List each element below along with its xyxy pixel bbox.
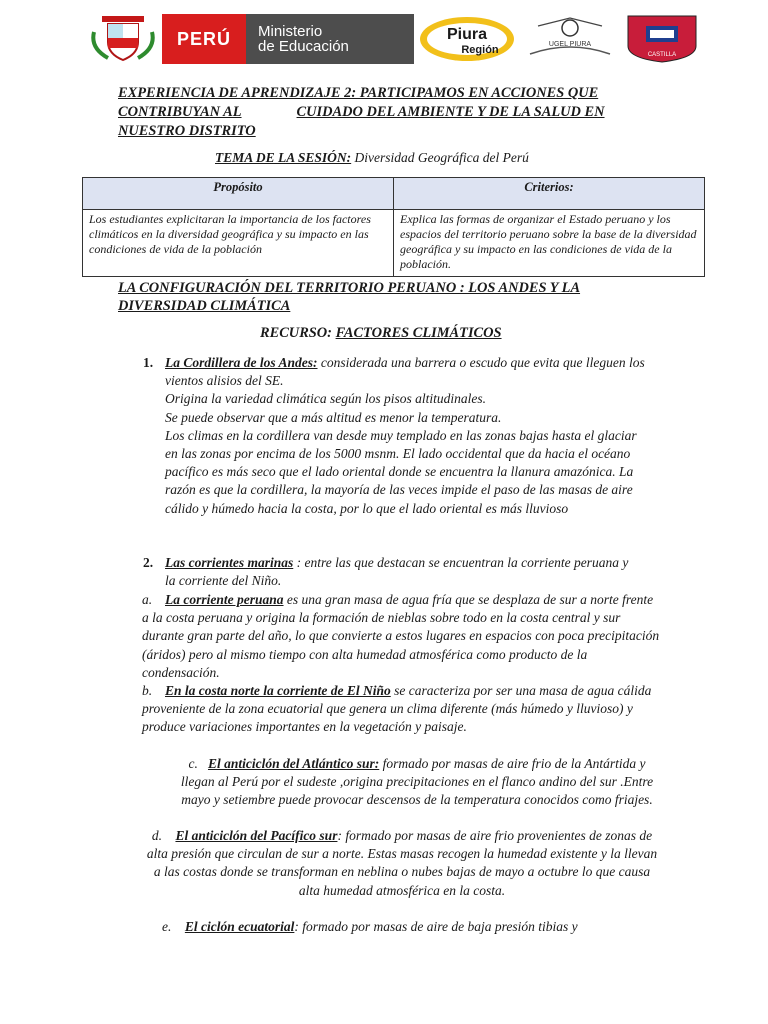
list-item-anticiclon-pacifico: d. El anticiclón del Pacífico sur: formado por masas de aire frio provenientes de zonas de alta presión que circulan de sur a norte. Estas masas recogen la humedad existente y la llevan a las costas donde se transforman en neblina o nubes bajas de mayo a octubre lo que causa alta humedad atmosférica en la costa. xyxy=(146,828,658,898)
criteria-cell: Explica las formas de organizar el Estado peruano y los espacios del territorio peruano sobre la base de la diversidad geográfica y su impacto en las condiciones de vida de la población. xyxy=(394,210,705,277)
experience-title xyxy=(118,84,658,141)
session-topic xyxy=(215,150,529,166)
list-marker: d. xyxy=(151,828,162,843)
resource-heading: RECURSO: FACTORES CLIMÁTICOS xyxy=(260,325,502,341)
header-logos xyxy=(88,14,700,64)
svg-text:CASTILLA: CASTILLA xyxy=(647,52,677,58)
peru-coat-of-arms-logo xyxy=(88,14,158,64)
svg-text:UGEL PIURA: UGEL PIURA xyxy=(548,41,592,48)
list-item-anticiclon-atlantico: c. El anticiclón del Atlántico sur: formado por masas de aire frio de la Antártida y llegan al Perú por el sudeste ,origina precipitaciones en el flanco andino del sur .Entre mayo y setiembre puede provocar descensos de la temperatura conocidos como friajes. xyxy=(180,756,654,808)
list-marker: e. xyxy=(162,919,172,934)
title-line-1: EXPERIENCIA DE APRENDIZAJE 2: PARTICIPAMOS EN ACCIONES QUE xyxy=(118,85,599,101)
list-item-corrientes: 2. Las corrientes marinas : entre las que destacan se encuentran la corriente peruana y la corriente del Niño. xyxy=(143,555,629,589)
list-marker: 2. xyxy=(143,555,154,570)
section-heading: LA CONFIGURACIÓN DEL TERRITORIO PERUANO : LOS ANDES Y LA DIVERSIDAD CLIMÁTICA xyxy=(118,280,581,314)
table-row xyxy=(83,210,705,277)
list-marker: b. xyxy=(142,683,153,698)
list-item-cordillera: 1. La Cordillera de los Andes: considerada una barrera o escudo que evita que lleguen los vientos alisios del SE. Origina la variedad climática según los pisos altitudinales. Se puede observar que a más altitud es menor la temperatura. Los climas en la cordillera van desde muy templado en las zonas bajas hasta el glaciar en las zonas por encima de los 5000 msnm. El lado occidental que da hacia el océano pacífico es más seco que el lado oriental donde se encuentra la llanura amazónica. La razón es que la cordillera, la mayoría de las veces impide el paso de las masas de aire cálido y húmedo hacia la costa, por lo que el lado oriental es más lluvioso xyxy=(143,355,645,516)
list-marker: a. xyxy=(142,592,153,607)
purpose-cell: Los estudiantes explicitaran la importancia de los factores climáticos en la diversidad geográfica y su impacto en las condiciones de vida de la población xyxy=(83,210,394,277)
session-topic-value: Diversidad Geográfica del Perú xyxy=(351,150,529,165)
ugel-piura-logo xyxy=(520,14,620,64)
list-item-corriente-peruana: a. La corriente peruana es una gran masa de agua fría que se desplaza de sur a norte frente a la costa peruana y origina la formación de nieblas sobre todo en la costa central y sur durante gran parte del año, lo que convierte a estos lugares en espacios con poca precipitación (áridos) pero al mismo tiempo con alta humedad atmosférica como producto de la condensación. xyxy=(142,592,660,680)
purpose-criteria-table xyxy=(82,177,705,277)
list-item-ciclon-ecuatorial: e. El ciclón ecuatorial: formado por masas de aire de baja presión tibias y xyxy=(162,919,578,934)
list-marker: c. xyxy=(188,756,198,771)
criteria-header: Criterios: xyxy=(394,178,705,210)
svg-text:Piura: Piura xyxy=(446,26,488,43)
purpose-header: Propósito xyxy=(83,178,394,210)
list-marker: 1. xyxy=(143,355,154,370)
peru-brand-logo: PERÚ xyxy=(162,14,246,64)
session-topic-label: TEMA DE LA SESIÓN: xyxy=(215,150,352,165)
school-crest-logo xyxy=(624,14,700,64)
table-header-row xyxy=(83,178,705,210)
title-line-3: NUESTRO DISTRITO xyxy=(118,123,256,139)
svg-text:Región: Región xyxy=(461,44,499,56)
list-item-corriente-nino: b. En la costa norte la corriente de El Niño se caracteriza por ser una masa de agua cálida proveniente de la zona ecuatorial que genera un clima diferente (más húmedo y lluvioso) y produce variaciones importantes en la vegetación y paisaje. xyxy=(142,683,652,735)
title-line-2: CONTRIBUYAN AL CUIDADO DEL AMBIENTE Y DE LA SALUD EN xyxy=(118,104,605,120)
piura-region-logo xyxy=(418,14,516,64)
ministerio-educacion-logo: Ministerio de Educación xyxy=(246,14,414,64)
